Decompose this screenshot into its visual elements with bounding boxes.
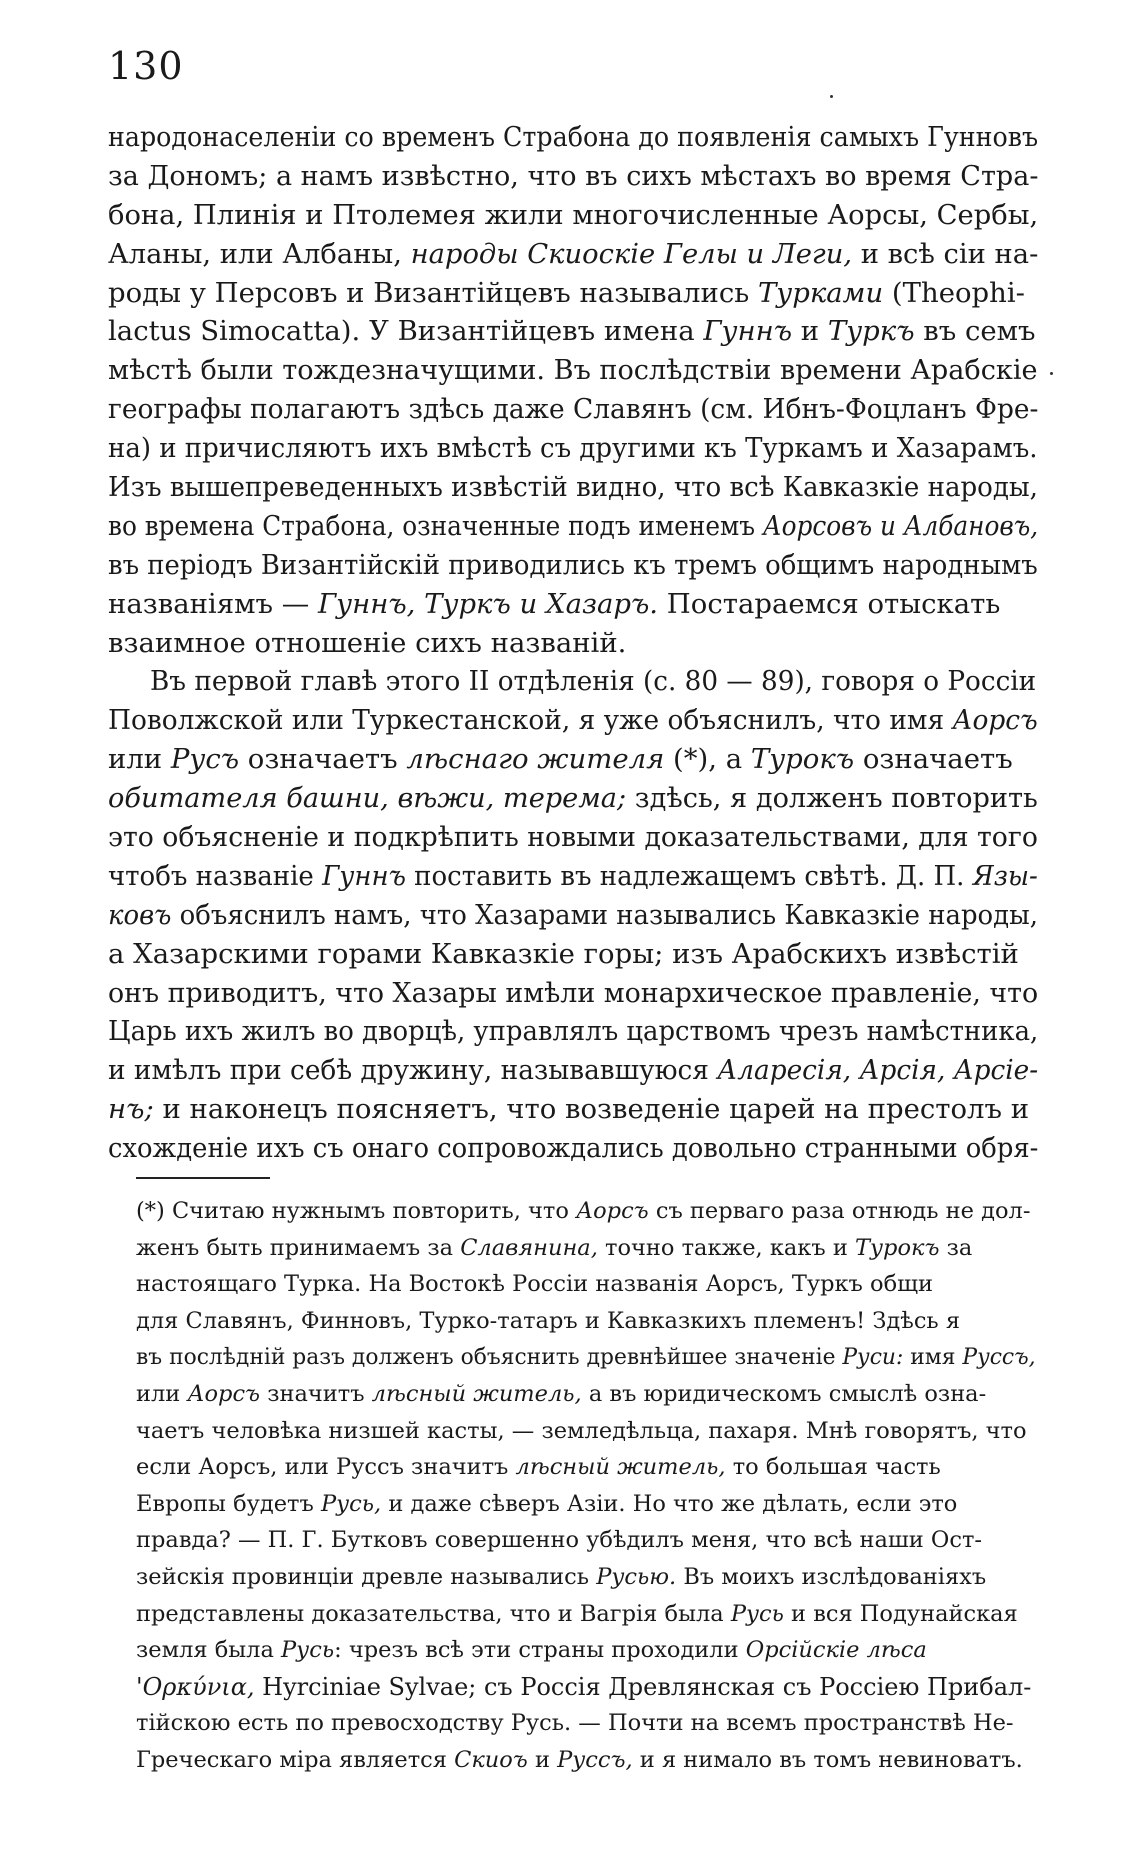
text-run: и вся Подунайская xyxy=(783,1600,1018,1627)
text-line xyxy=(108,701,1038,740)
italic-text: Руси: xyxy=(842,1344,904,1371)
text-run: представлены доказательства, что и Вагрiя была xyxy=(136,1600,731,1627)
text-run: означаетъ xyxy=(239,743,407,776)
text-run: (*) Считаю нужнымъ повторить, что xyxy=(136,1198,577,1224)
footnote-line xyxy=(136,1303,1036,1340)
text-line xyxy=(108,740,1038,779)
text-run: съ перваго раза отнюдь не дол- xyxy=(648,1198,1031,1224)
text-run: Греческаго мiра является xyxy=(136,1746,455,1773)
text-line xyxy=(108,779,1038,818)
text-run: и имѣлъ при себѣ дружину, называвшуюся xyxy=(108,1054,718,1087)
text-run: и xyxy=(527,1746,558,1773)
paper-speck xyxy=(1050,372,1053,375)
text-run: а Хазарскими горами Кавказкiе горы; изъ Арабскихъ извѣстiй xyxy=(108,937,1019,970)
italic-text: Аорсъ xyxy=(576,1198,649,1224)
italic-text: Русъ xyxy=(170,743,240,776)
text-line xyxy=(108,1129,1039,1168)
footnote-line xyxy=(136,1266,1036,1303)
footnote-line xyxy=(136,1559,1036,1596)
footnote-separator xyxy=(136,1177,270,1179)
footnote-line xyxy=(136,1193,1036,1230)
text-run: Въ моихъ изслѣдованiяхъ xyxy=(676,1563,987,1590)
text-line xyxy=(108,896,1038,935)
text-run: въ перiодъ Византiйскiй приводились къ тремъ общимъ народнымъ xyxy=(108,548,1038,581)
text-line xyxy=(108,390,1039,429)
italic-text: Славянина, xyxy=(460,1234,598,1261)
italic-text: Аорсъ xyxy=(187,1380,261,1407)
text-run: lactus Simocatta). У Византiйцевъ имена xyxy=(108,315,704,348)
text-line xyxy=(108,857,1038,896)
italic-text: 'Ορκύνια, xyxy=(136,1672,255,1701)
text-run: то большая часть xyxy=(725,1454,941,1481)
text-run: схожденiе ихъ съ онаго сопровождались довольно странными обря- xyxy=(108,1132,1039,1165)
italic-text: Русь xyxy=(281,1637,335,1664)
text-run: и я нимало въ томъ невиноватъ. xyxy=(632,1746,1023,1773)
text-run: Аланы, или Албаны, xyxy=(108,237,411,270)
footnote-line xyxy=(136,1230,1036,1267)
footnote-line xyxy=(136,1339,1036,1376)
italic-text: Руссъ, xyxy=(557,1746,633,1773)
text-run: и наконецъ поясняетъ, что возведенiе царей на престолъ и xyxy=(153,1093,1030,1126)
footnote-line xyxy=(136,1705,1036,1742)
text-run: и даже сѣверъ Азiи. Но что же дѣлать, если это xyxy=(381,1490,958,1517)
text-run: Въ первой главѣ этого II отдѣленiя (с. 80 — 89), говоря о Россiи xyxy=(150,665,1037,698)
italic-text: Скиоъ xyxy=(454,1746,528,1773)
text-line xyxy=(108,1090,1038,1129)
footnote-line xyxy=(136,1522,1036,1559)
text-run: за Дономъ; а намъ извѣстно, что въ сихъ мѣстахъ во время Стра- xyxy=(108,159,1039,192)
text-line xyxy=(108,468,1038,507)
italic-text: Аорсовъ и Албановъ, xyxy=(762,509,1039,542)
text-line xyxy=(108,585,1038,624)
text-line xyxy=(108,507,1039,546)
italic-text: Гуннъ xyxy=(703,315,793,348)
text-run: женъ быть принимаемъ за xyxy=(136,1234,461,1261)
text-run: мѣстѣ были тождезначущими. Въ послѣдствiи времени Арабскiе xyxy=(108,354,1038,387)
text-run: тiйскою есть по превосходству Русь. — Почти на всемъ пространствѣ Не- xyxy=(136,1710,1014,1737)
paper-speck xyxy=(830,95,833,98)
text-line xyxy=(108,1012,1039,1051)
text-line xyxy=(108,312,1038,351)
text-run: названiямъ — xyxy=(108,587,318,620)
text-run: объяснилъ намъ, что Хазарами назывались Кавказкiе народы, xyxy=(171,898,1038,931)
text-run: земля была xyxy=(136,1637,282,1664)
footnote-line xyxy=(136,1486,1036,1523)
italic-text: Гуннъ xyxy=(322,859,406,892)
footnote-line xyxy=(136,1669,1036,1706)
text-run: имя xyxy=(903,1344,963,1371)
text-run: : чрезъ всѣ эти страны проходили xyxy=(334,1637,746,1664)
text-line xyxy=(108,935,1038,974)
italic-text: ковъ xyxy=(108,898,172,931)
text-run: это объясненiе и подкрѣпить новыми доказательствами, для того xyxy=(108,821,1038,854)
text-run: зейскiя провинцiи древле назывались xyxy=(136,1563,597,1590)
text-run: (Theophi- xyxy=(883,276,1025,309)
italic-text: Аларесiя, Арсiя, Арсiе- xyxy=(717,1054,1039,1087)
text-line xyxy=(108,546,1038,585)
footnote-line xyxy=(136,1742,1036,1779)
text-run: здѣсь, я долженъ повторить xyxy=(626,782,1038,815)
text-run: роды у Персовъ и Византiйцевъ назывались xyxy=(108,276,758,309)
italic-text: Орсiйскiе лѣса xyxy=(745,1637,927,1664)
text-run: въ послѣднiй разъ долженъ объяснить древнѣйшее значенiе xyxy=(136,1344,843,1371)
footnote-line xyxy=(136,1413,1036,1450)
text-run: въ семъ xyxy=(914,315,1036,348)
text-run: а въ юридическомъ смыслѣ озна- xyxy=(581,1380,987,1407)
text-run: Hyrciniae Sylvae; съ Россiя Древлянская съ Россiею Прибал- xyxy=(254,1672,1032,1701)
italic-text: Турокъ xyxy=(855,1234,940,1261)
text-run: поставить въ надлежащемъ свѣтѣ. Д. П. xyxy=(405,859,973,892)
text-run: точно также, какъ и xyxy=(597,1234,855,1261)
text-run: за xyxy=(939,1234,973,1261)
text-run: во времена Страбона, означенные подъ именемъ xyxy=(108,509,763,542)
text-run: (*), а xyxy=(664,743,751,776)
text-line xyxy=(108,662,1037,701)
italic-text: Турками xyxy=(757,276,884,309)
italic-text: Туркъ xyxy=(827,315,915,348)
text-line xyxy=(108,196,1039,235)
footnote-line xyxy=(136,1376,1036,1413)
italic-text: Аорсъ xyxy=(952,704,1038,737)
text-run: географы полагаютъ здѣсь даже Славянъ (см. Ибнъ-Фоцланъ Фре- xyxy=(108,393,1039,426)
text-run: взаимное отношенiе сихъ названiй. xyxy=(108,626,627,659)
text-run: народонаселенiи со временъ Страбона до появленiя самыхъ Гунновъ xyxy=(108,121,1039,153)
text-line xyxy=(108,351,1038,390)
italic-text: лѣсный житель, xyxy=(515,1454,726,1481)
text-run: чаетъ человѣка низшей касты, — земледѣльца, пахаря. Мнѣ говорятъ, что xyxy=(136,1417,1027,1444)
text-line xyxy=(108,818,1038,857)
footnote-line xyxy=(136,1449,1036,1486)
text-line xyxy=(108,624,1038,663)
text-run: и всѣ сiи на- xyxy=(852,237,1039,270)
text-run: бона, Плинiя и Птолемея жили многочисленные Аорсы, Сербы, xyxy=(108,198,1039,231)
italic-text: Руссъ, xyxy=(962,1344,1036,1371)
italic-text: Язы- xyxy=(972,859,1038,892)
italic-text: лѣсный житель, xyxy=(371,1380,582,1407)
text-line xyxy=(108,429,1038,468)
italic-text: Гуннъ, Туркъ и Хазаръ. xyxy=(317,587,659,620)
text-run: онъ приводитъ, что Хазары имѣли монархическое правленiе, что xyxy=(108,976,1039,1009)
text-run: или xyxy=(136,1380,188,1407)
text-run: если Аорсъ, или Руссъ значитъ xyxy=(136,1454,516,1481)
text-run: или xyxy=(108,743,171,776)
main-text xyxy=(108,118,1038,1168)
italic-text: Русью. xyxy=(596,1563,677,1590)
text-line xyxy=(108,974,1039,1013)
text-run: настоящаго Турка. На Востокѣ Россiи названiя Аорсъ, Туркъ общи xyxy=(136,1271,934,1298)
text-line xyxy=(108,1051,1039,1090)
italic-text: обитателя башни, вѣжи, терема; xyxy=(108,782,627,815)
text-run: и xyxy=(792,315,828,348)
text-run: правда? — П. Г. Бутковъ совершенно убѣдилъ меня, что всѣ наши Ост- xyxy=(136,1527,983,1554)
text-run: на) и причисляютъ ихъ вмѣстѣ съ другими къ Туркамъ и Хазарамъ. xyxy=(108,432,1038,465)
footnote-line xyxy=(136,1596,1036,1633)
italic-text: Турокъ xyxy=(750,743,855,776)
text-run: Изъ вышепреведенныхъ извѣстiй видно, что всѣ Кавказкiе народы, xyxy=(108,471,1038,504)
text-line xyxy=(108,274,1038,313)
text-run: Постараемся отыскать xyxy=(658,587,1001,620)
page-number: 130 xyxy=(108,44,184,88)
text-run: Поволжской или Туркестанской, я уже объяснилъ, что имя xyxy=(108,704,953,737)
italic-text: нъ; xyxy=(108,1093,154,1126)
text-run: означаетъ xyxy=(854,743,1013,776)
text-line xyxy=(108,118,1039,157)
text-run: для Славянъ, Финновъ, Турко-татаръ и Кавказкихъ племенъ! Здѣсь я xyxy=(136,1307,961,1334)
text-line xyxy=(108,235,1039,274)
text-run: Европы будетъ xyxy=(136,1490,321,1517)
text-line xyxy=(108,157,1039,196)
footnote-line xyxy=(136,1632,1036,1669)
italic-text: народы Скиоскiе Гелы и Леги, xyxy=(410,237,853,270)
italic-text: Русь, xyxy=(320,1490,382,1517)
italic-text: лѣснаго жителя xyxy=(406,743,665,776)
text-run: чтобъ названiе xyxy=(108,859,323,892)
text-run: Царь ихъ жилъ во дворцѣ, управлялъ царствомъ чрезъ намѣстника, xyxy=(108,1015,1039,1048)
footnote xyxy=(136,1193,1036,1779)
text-run: значитъ xyxy=(260,1380,372,1407)
italic-text: Русь xyxy=(730,1600,784,1627)
